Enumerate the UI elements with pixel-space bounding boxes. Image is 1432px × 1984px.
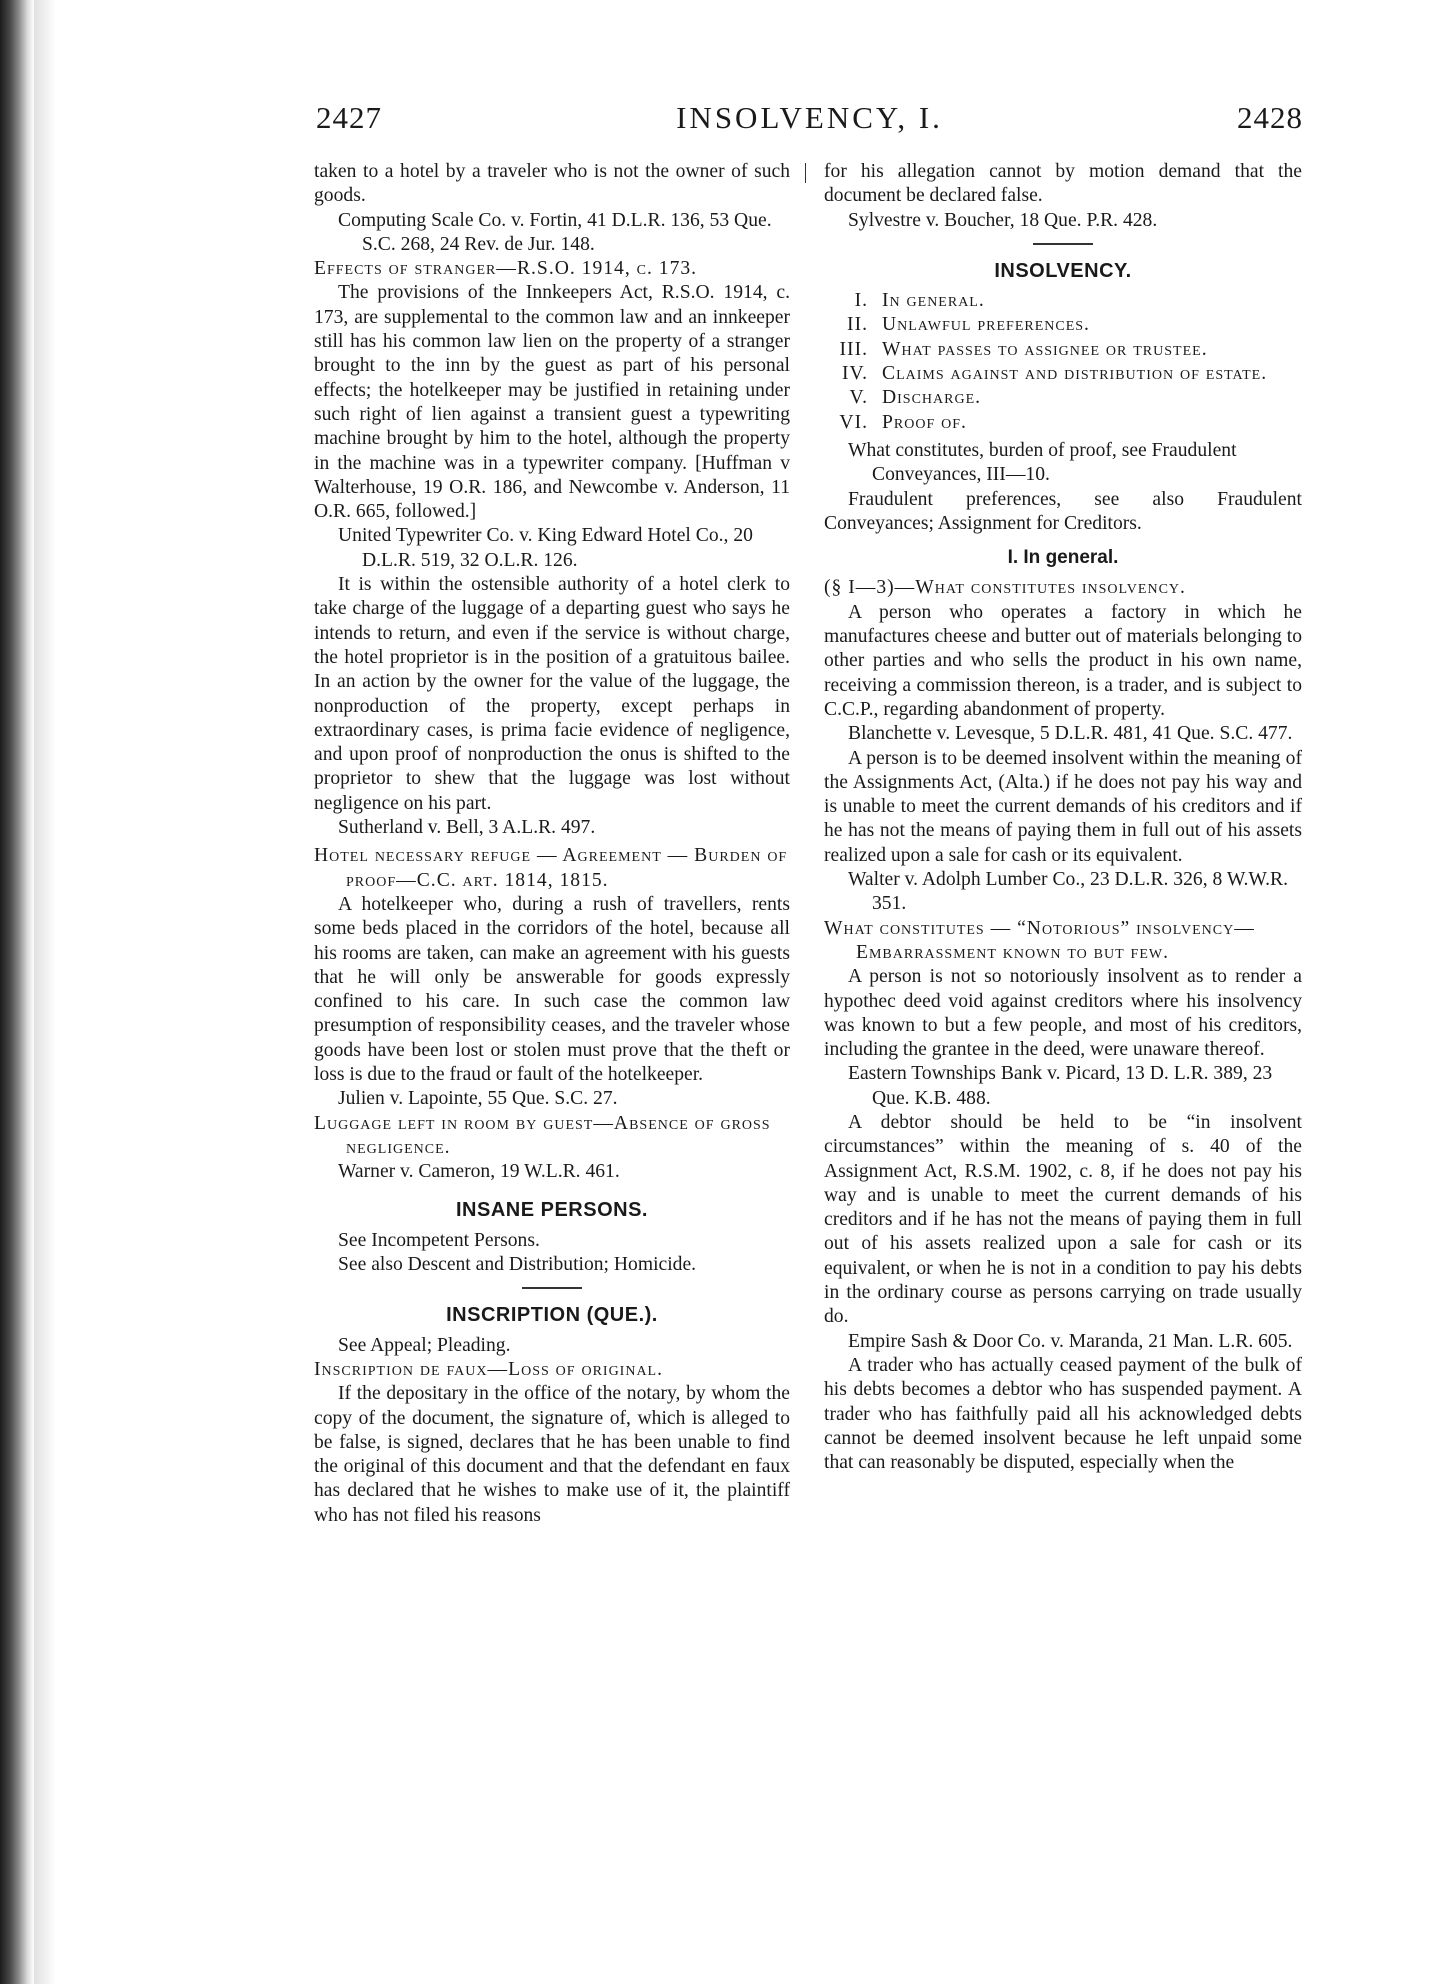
case-citation: Walter v. Adolph Lumber Co., 23 D.L.R. 326, 8 W.W.R. 351. xyxy=(848,869,1288,915)
left-column xyxy=(314,160,790,1528)
section-title: INSANE PERSONS. xyxy=(456,1199,648,1222)
subject-heading: Luggage left in room by guest—Absence of gross negligence. xyxy=(314,1112,771,1158)
paragraph: A person who operates a factory in which he manufactures cheese and butter out of materials belonging to other parties and who sells the product in his own name, receiving a commission thereon, is a trader, and is subject to C.C.P., regarding abandonment of property. xyxy=(824,601,1302,720)
case-citation: Computing Scale Co. v. Fortin, 41 D.L.R. 136, 53 Que. S.C. 268, 24 Rev. de Jur. 148. xyxy=(338,209,772,255)
book-binding-edge xyxy=(0,0,34,1984)
cross-reference: See also Descent and Distribution; Homicide. xyxy=(338,1254,697,1276)
outline-item: I. In general. xyxy=(854,290,985,312)
subsection-title: I. In general. xyxy=(1007,547,1119,569)
subject-heading: What constitutes — “Notorious” insolvency—Embarrassment known to but few. xyxy=(824,917,1255,963)
section-title: INSOLVENCY. xyxy=(994,259,1132,282)
subject-heading: Effects of stranger—R.S.O. 1914, c. 173. xyxy=(314,258,698,280)
outline-item: IV. Claims against and distribution of estate. xyxy=(841,363,1268,385)
outline-item: II. Unlawful preferences. xyxy=(847,314,1090,336)
running-header xyxy=(316,100,1303,146)
cross-reference: See Appeal; Pleading. xyxy=(338,1334,511,1356)
paragraph: The provisions of the Innkeepers Act, R.S.O. 1914, c. 173, are supplemental to the common law and an innkeeper still has his common law lien on the property of a stranger brought to the inn by the guest as part of his personal effects; the hotelkeeper may be justified in retaining under such right of lien against a transient guest a typewriting machine brought by him to the hotel, although the property in the machine was in a typewriter company. [Huffman v Walterhouse, 19 O.R. 186, and Newcombe v. Anderson, 11 O.R. 665, followed.] xyxy=(314,282,790,523)
cross-reference: Fraudulent preferences, see also Fraudulent Conveyances; Assignment for Creditors. xyxy=(824,488,1302,534)
paragraph: If the depositary in the office of the notary, by whom the copy of the document, the signature of, which is alleged to be false, is signed, declares that he has been unable to find the original of this document and that the defendant en faux has declared that he wishes to make use of it, the plaintiff who has not filed his reasons xyxy=(314,1383,790,1526)
subject-heading: Hotel necessary refuge — Agreement — Burden of proof—C.C. art. 1814, 1815. xyxy=(314,845,788,891)
cross-reference: What constitutes, burden of proof, see Fraudulent Conveyances, III—10. xyxy=(848,439,1237,486)
case-citation: Sylvestre v. Boucher, 18 Que. P.R. 428. xyxy=(848,209,1158,231)
subject-heading: Inscription de faux—Loss of original. xyxy=(314,1358,664,1380)
topic-outline xyxy=(824,289,1302,435)
paragraph: A hotelkeeper who, during a rush of travellers, rents some beds placed in the corridors of the hotel, because all his rooms are taken, can make an agreement with his guests that he will only be answerable for goods expressly confined to his care. In such case the common law presumption of responsibility ceases, and the traveler whose goods have been lost or stolen must prove that the theft or loss is due to the fraud or fault of the hotelkeeper. xyxy=(314,893,790,1085)
subject-heading: (§ I—3)—What constitutes insolvency. xyxy=(824,577,1186,599)
section-divider xyxy=(522,1287,582,1289)
case-citation: Empire Sash & Door Co. v. Maranda, 21 Man. L.R. 605. xyxy=(848,1330,1293,1352)
page-number-left: 2427 xyxy=(316,100,382,135)
case-citation: United Typewriter Co. v. King Edward Hotel Co., 20 D.L.R. 519, 32 O.L.R. 126. xyxy=(338,525,753,571)
outline-item: V. Discharge. xyxy=(849,387,982,409)
case-citation: Sutherland v. Bell, 3 A.L.R. 497. xyxy=(338,817,596,839)
column-rule xyxy=(805,163,806,183)
paragraph: A person is to be deemed insolvent within the meaning of the Assignments Act, (Alta.) if he does not pay his way and is unable to meet the current demands of his creditors and if he has not the means of paying them in full out of his assets realized upon a sale for cash or its equivalent. xyxy=(824,747,1302,866)
outline-item: III. What passes to assignee or trustee. xyxy=(839,338,1208,360)
paragraph: A person is not so notoriously insolvent as to render a hypothec deed void against creditors where his insolvency was known to but a few people, and most of his creditors, including the grantee in the deed, were unaware thereof. xyxy=(824,966,1302,1061)
paragraph: for his allegation cannot by motion demand that the document be declared false. xyxy=(824,161,1302,207)
case-citation: Blanchette v. Levesque, 5 D.L.R. 481, 41 Que. S.C. 477. xyxy=(848,723,1293,745)
case-citation: Eastern Townships Bank v. Picard, 13 D. L.R. 389, 23 Que. K.B. 488. xyxy=(848,1063,1273,1109)
section-divider xyxy=(1033,243,1093,245)
paragraph: taken to a hotel by a traveler who is not the owner of such goods. xyxy=(314,161,790,207)
section-title: INSCRIPTION (QUE.). xyxy=(446,1304,658,1327)
cross-reference: See Incompetent Persons. xyxy=(338,1229,540,1251)
outline-item: VI. Proof of. xyxy=(839,411,967,433)
case-citation: Warner v. Cameron, 19 W.L.R. 461. xyxy=(338,1161,620,1183)
page-number-right: 2428 xyxy=(1237,100,1303,135)
running-title: INSOLVENCY, I. xyxy=(676,100,943,135)
case-citation: Julien v. Lapointe, 55 Que. S.C. 27. xyxy=(338,1088,618,1110)
gutter-shadow xyxy=(34,0,56,1984)
paragraph: A trader who has actually ceased payment of the bulk of his debts becomes a debtor who has suspended payment. A trader who has faithfully paid all his acknowledged debts cannot be deemed insolvent because he left unpaid some that can reasonably be disputed, especially when the xyxy=(824,1354,1302,1474)
paragraph: A debtor should be held to be “in insolvent circumstances” within the meaning of s. 40 of the Assignment Act, R.S.M. 1902, c. 8, if he does not pay his way and is unable to meet the current demands of his creditors and if he has not the means of paying them in full out of his assets realized upon a sale for cash or its equivalent, or when he is not in a condition to pay his debts in the ordinary course as persons carrying on trade usually do. xyxy=(824,1111,1302,1328)
right-column xyxy=(824,160,1302,1475)
paragraph: It is within the ostensible authority of a hotel clerk to take charge of the luggage of a departing guest who says he intends to return, and even if the service is without charge, the hotel proprietor is in the position of a gratuitous bailee. In an action by the owner for the value of the luggage, the nonproduction of the property, except perhaps in extraordinary cases, is prima facie evidence of negligence, and upon proof of nonproduction the onus is shifted to the proprietor to shew that the luggage was lost without negligence on his part. xyxy=(314,574,790,814)
